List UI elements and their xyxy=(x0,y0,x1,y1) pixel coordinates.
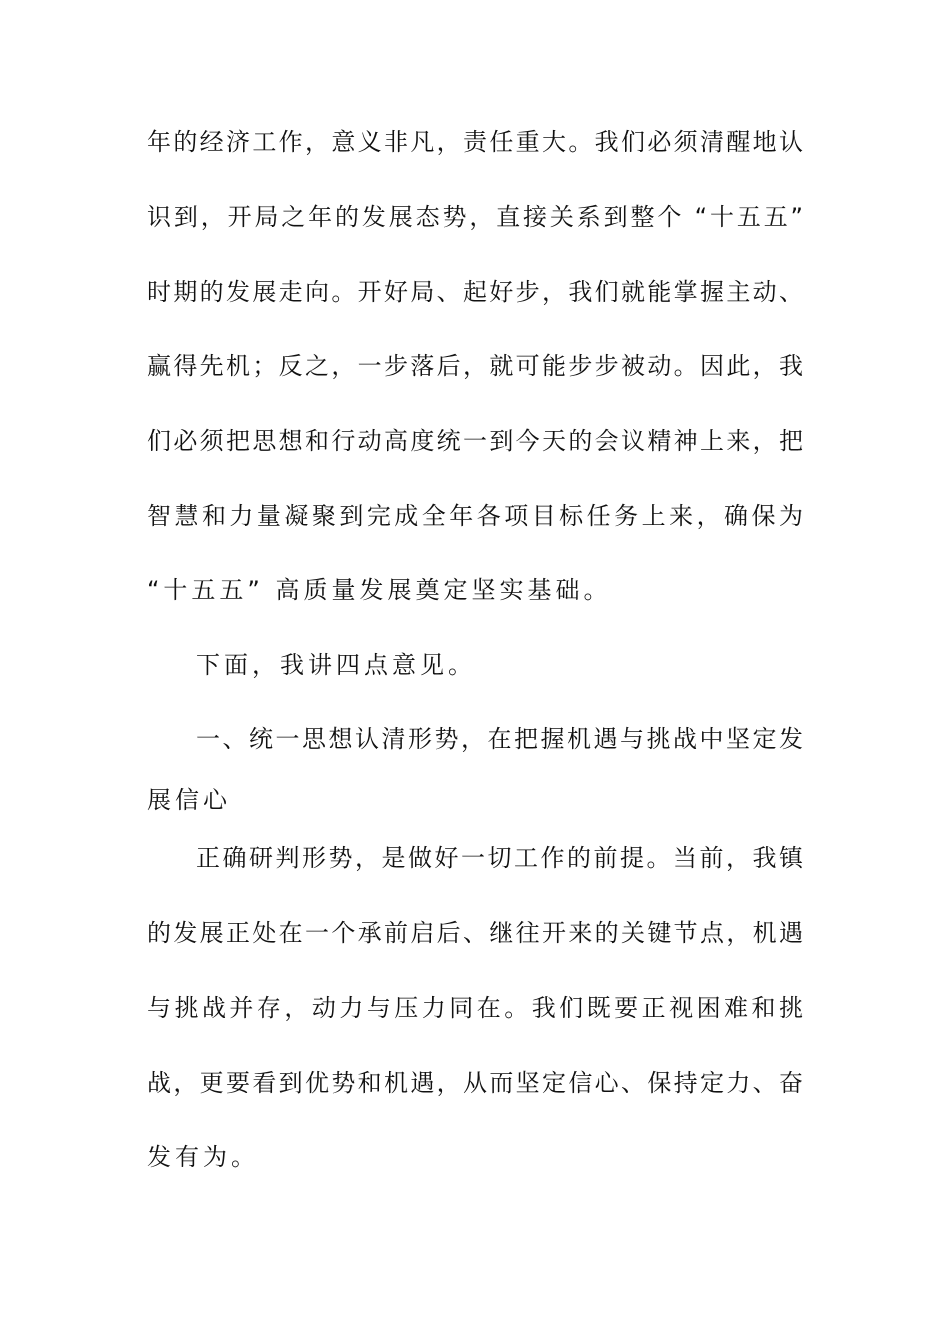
heading-line: 展信心 xyxy=(147,786,231,814)
text-line: “十五五” 高质量发展奠定坚实基础。 xyxy=(147,576,612,604)
text-line: 们必须把思想和行动高度统一到今天的会议精神上来，把 xyxy=(147,427,803,455)
text-line: 正确研判形势，是做好一切工作的前提。当前，我镇 xyxy=(196,844,803,872)
text-line: 年的经济工作，意义非凡，责任重大。我们必须清醒地认 xyxy=(147,128,803,156)
text-line: 的发展正处在一个承前启后、继往开来的关键节点，机遇 xyxy=(147,919,803,947)
text-line: 智慧和力量凝聚到完成全年各项目标任务上来，确保为 xyxy=(147,502,803,530)
text-line: 识到，开局之年的发展态势，直接关系到整个 “十五五” xyxy=(147,203,803,231)
heading-line: 一、统一思想认清形势，在把握机遇与挑战中坚定发 xyxy=(196,725,803,753)
text-line: 战，更要看到优势和机遇，从而坚定信心、保持定力、奋 xyxy=(147,1069,803,1097)
text-line: 时期的发展走向。开好局、起好步，我们就能掌握主动、 xyxy=(147,278,803,306)
text-line: 与挑战并存，动力与压力同在。我们既要正视困难和挑 xyxy=(147,994,803,1022)
text-line: 发有为。 xyxy=(147,1143,259,1171)
paragraph-outline-intro: 下面，我讲四点意见。 xyxy=(196,651,476,679)
text-line: 赢得先机；反之，一步落后，就可能步步被动。因此，我 xyxy=(147,352,803,380)
